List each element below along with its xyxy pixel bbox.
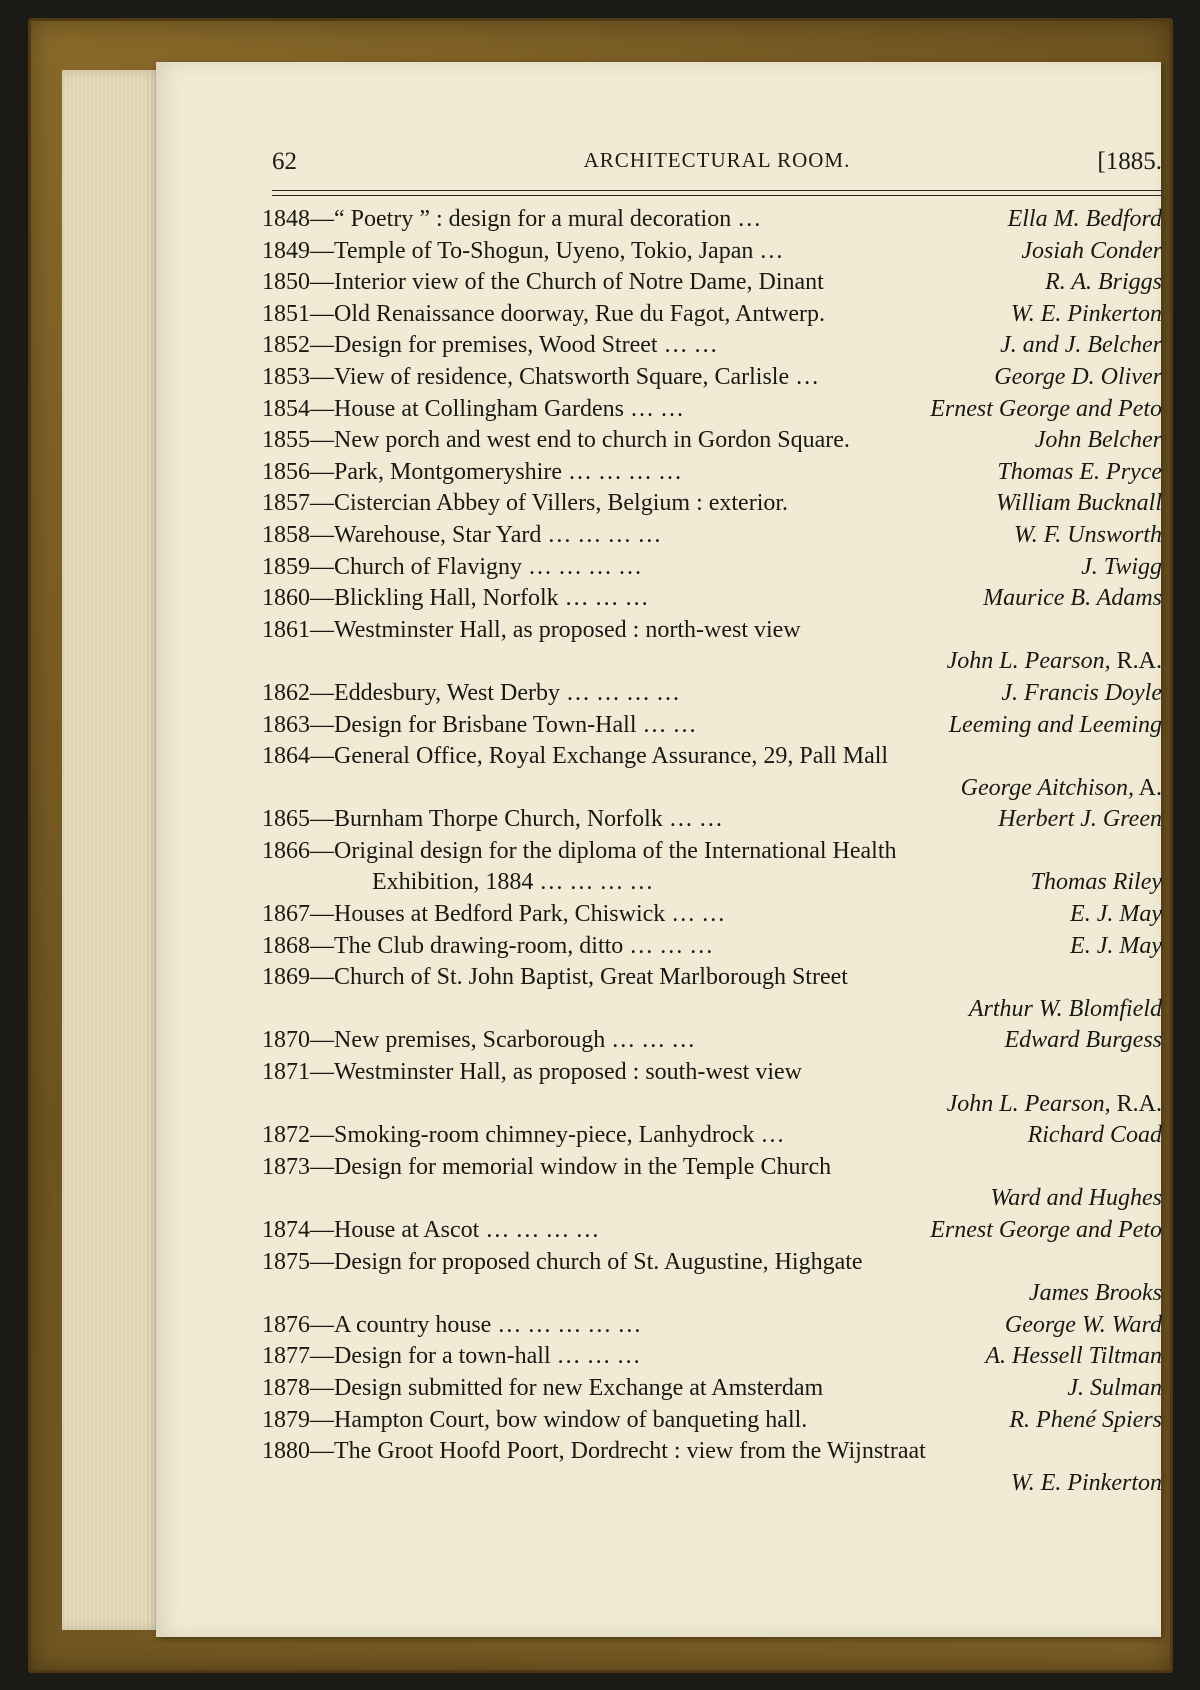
artist-name: Ward and Hughes [990, 1185, 1162, 1212]
artist-suffix: A. [1133, 774, 1162, 801]
entry-artist: Maurice B. Adams [983, 585, 1162, 612]
entry-artist: A. Hessell Tiltman [985, 1343, 1162, 1370]
entry-artist: W. E. Pinkerton [1010, 300, 1162, 327]
entry-title: 1859—Church of Flavigny … … … … [262, 553, 642, 580]
entry-artist: William Bucknall [996, 490, 1162, 517]
catalogue-entry [262, 1027, 1162, 1059]
entry-artist: Ella M. Bedford [1007, 206, 1162, 232]
entry-artist: J. Francis Doyle [1001, 679, 1162, 706]
entry-artist: E. J. May [1070, 901, 1162, 928]
entry-title: 1870—New premises, Scarborough … … … [262, 1027, 696, 1054]
catalogue-entry [262, 427, 1162, 459]
catalogue-entry [262, 1312, 1162, 1344]
catalogue-entry [262, 964, 1162, 996]
entry-title: 1853—View of residence, Chatsworth Square, Carlisle … [262, 363, 820, 390]
entry-title: 1858—Warehouse, Star Yard … … … … [262, 521, 662, 548]
catalogue-entry [262, 1343, 1162, 1375]
catalogue-entry [262, 364, 1162, 396]
artist-name: James Brooks [1028, 1280, 1162, 1307]
entry-artist: Edward Burgess [1004, 1027, 1162, 1054]
catalogue-entry [262, 490, 1162, 522]
artist-line [262, 1091, 1162, 1123]
catalogue-entry [262, 332, 1162, 364]
catalogue-entry [262, 838, 1162, 870]
catalogue-entry [262, 743, 1162, 775]
entry-artist: Josiah Conder [1021, 237, 1162, 264]
catalogue-entry [262, 522, 1162, 554]
entry-title: 1849—Temple of To-Shogun, Uyeno, Tokio, Japan … [262, 237, 784, 264]
entry-title: Exhibition, 1884 … … … … [372, 869, 654, 896]
entry-title: 1873—Design for memorial window in the Temple Church [262, 1153, 832, 1180]
entry-title: 1877—Design for a town-hall … … … [262, 1343, 641, 1370]
entry-title: 1850—Interior view of the Church of Notre Dame, Dinant [262, 269, 824, 296]
entry-artist: Herbert J. Green [998, 806, 1162, 833]
entry-title: 1876—A country house … … … … … [262, 1311, 642, 1338]
catalogue-entry [262, 206, 1162, 238]
entry-title: 1855—New porch and west end to church in Gordon Square. [262, 427, 850, 454]
entry-artist: R. Phené Spiers [1009, 1406, 1162, 1433]
entry-artist: E. J. May [1070, 932, 1162, 959]
entry-title: 1872—Smoking-room chimney-piece, Lanhydrock … [262, 1122, 785, 1149]
artist-suffix: R.A. [1110, 648, 1162, 675]
entry-title: 1857—Cistercian Abbey of Villers, Belgium : exterior. [262, 490, 789, 517]
entry-title: 1871—Westminster Hall, as proposed : south-west view [262, 1059, 802, 1086]
catalogue-entry [262, 1438, 1162, 1470]
artist-line [262, 1185, 1162, 1217]
entry-artist: Ernest George and Peto [930, 1217, 1162, 1243]
entry-title: 1865—Burnham Thorpe Church, Norfolk … … [262, 806, 723, 833]
entry-artist: J. Twigg [1081, 553, 1162, 580]
catalogue-entry [262, 585, 1162, 617]
catalogue-entry [262, 712, 1162, 744]
artist-line [262, 1470, 1162, 1502]
artist-name: John L. Pearson, [946, 1090, 1111, 1117]
catalogue-entry [262, 396, 1162, 428]
entry-artist: J. and J. Belcher [1000, 332, 1162, 359]
page-edges [62, 70, 162, 1630]
entry-title: 1878—Design submitted for new Exchange at Amsterdam [262, 1374, 824, 1401]
entry-artist: Ernest George and Peto [930, 395, 1162, 422]
entry-artist: W. F. Unsworth [1013, 521, 1162, 548]
header-rule [272, 190, 1162, 196]
catalogue-entry [262, 617, 1162, 649]
entry-title: 1868—The Club drawing-room, ditto … … … [262, 932, 714, 959]
catalogue-entry [262, 1407, 1162, 1439]
catalogue-entry [262, 680, 1162, 712]
catalogue-entry [262, 301, 1162, 333]
entry-artist: Leeming and Leeming [948, 711, 1162, 738]
entry-artist: Richard Coad [1027, 1122, 1162, 1149]
page-number: 62 [272, 148, 297, 175]
entry-title: 1861—Westminster Hall, as proposed : north-west view [262, 616, 801, 643]
artist-name: George Aitchison, [960, 774, 1134, 801]
catalogue-entry [262, 238, 1162, 270]
catalogue-entry [262, 1375, 1162, 1407]
entry-title: 1854—House at Collingham Gardens … … [262, 395, 684, 422]
entry-title: 1866—Original design for the diploma of the International Health [262, 837, 897, 864]
catalogue-entry [262, 806, 1162, 838]
catalogue-entry [262, 1249, 1162, 1281]
catalogue-entry [262, 459, 1162, 491]
entry-title: 1860—Blickling Hall, Norfolk … … … [262, 585, 649, 612]
year-mark: [1885. [1097, 148, 1162, 175]
entry-artist: Thomas E. Pryce [997, 458, 1162, 485]
catalogue-entry [262, 1122, 1162, 1154]
catalogue-list [262, 206, 1162, 1501]
catalogue-entry [262, 901, 1162, 933]
entry-artist: John Belcher [1034, 427, 1162, 454]
artist-line [262, 1280, 1162, 1312]
entry-artist: Thomas Riley [1030, 869, 1162, 896]
entry-artist: George D. Oliver [994, 363, 1162, 390]
artist-line [262, 775, 1162, 807]
entry-title: 1874—House at Ascot … … … … [262, 1217, 600, 1243]
entry-title: 1856—Park, Montgomeryshire … … … … [262, 458, 682, 485]
entry-title: 1869—Church of St. John Baptist, Great Marlborough Street [262, 964, 848, 991]
entry-title: 1879—Hampton Court, bow window of banqueting hall. [262, 1406, 808, 1433]
entry-title: 1875—Design for proposed church of St. Augustine, Highgate [262, 1248, 863, 1275]
artist-line [262, 996, 1162, 1028]
artist-suffix: R.A. [1110, 1090, 1162, 1117]
catalogue-entry [262, 1059, 1162, 1091]
entry-title: 1880—The Groot Hoofd Poort, Dordrecht : view from the Wijnstraat [262, 1438, 926, 1465]
artist-name: John L. Pearson, [946, 648, 1111, 675]
entry-title: 1848—“ Poetry ” : design for a mural decoration … [262, 206, 762, 232]
artist-name: W. E. Pinkerton [1010, 1469, 1162, 1496]
running-title: ARCHITECTURAL ROOM. [583, 148, 851, 172]
artist-name: Arthur W. Blomfield [968, 995, 1162, 1022]
entry-artist: R. A. Briggs [1045, 269, 1162, 296]
artist-line [262, 648, 1162, 680]
catalogue-entry [262, 869, 1162, 901]
catalogue-entry [262, 933, 1162, 965]
entry-title: 1867—Houses at Bedford Park, Chiswick … … [262, 901, 726, 928]
entry-title: 1864—General Office, Royal Exchange Assurance, 29, Pall Mall [262, 743, 889, 770]
page-header [272, 148, 1162, 182]
entry-title: 1851—Old Renaissance doorway, Rue du Fagot, Antwerp. [262, 300, 826, 327]
entry-artist: J. Sulman [1067, 1374, 1162, 1401]
catalogue-entry [262, 554, 1162, 586]
catalogue-entry [262, 1154, 1162, 1186]
entry-title: 1863—Design for Brisbane Town-Hall … … [262, 711, 697, 738]
entry-title: 1862—Eddesbury, West Derby … … … … [262, 679, 681, 706]
entry-artist: George W. Ward [1004, 1311, 1162, 1338]
entry-title: 1852—Design for premises, Wood Street … … [262, 332, 718, 359]
catalogue-entry [262, 1217, 1162, 1249]
catalogue-entry [262, 269, 1162, 301]
